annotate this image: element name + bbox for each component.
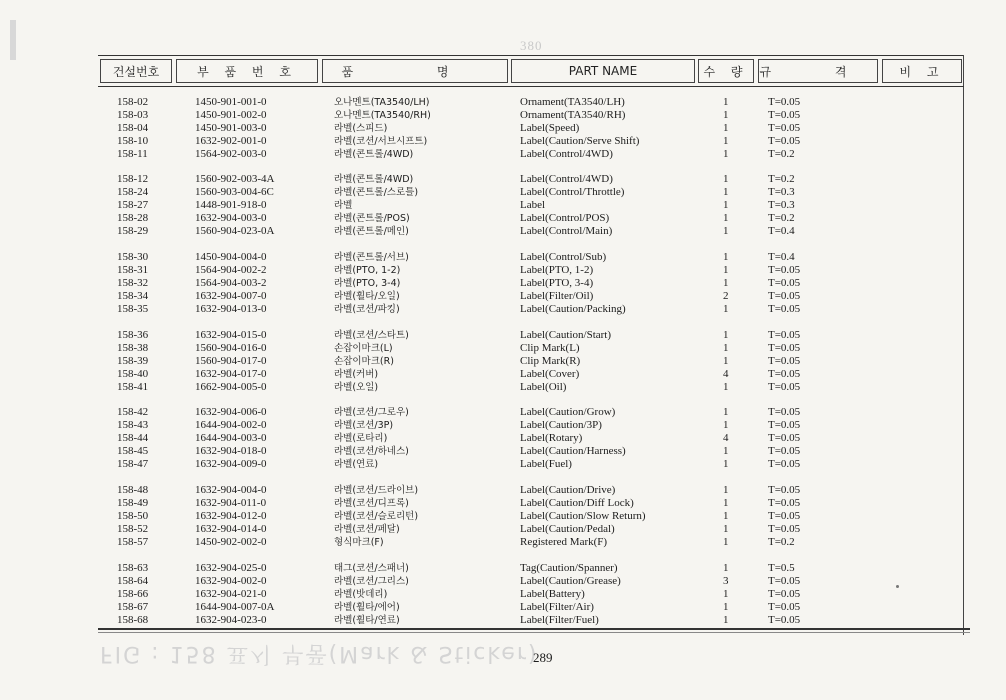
build-no-cell: 158-34 [117,290,149,302]
qty-cell: 1 [723,148,729,160]
spec-cell: T=0.05 [768,419,801,431]
part-no-cell: 1560-904-017-0 [195,355,267,367]
part-name-cell: Clip Mark(R) [520,355,581,367]
build-no-cell: 158-57 [117,536,149,548]
part-no-cell: 1632-904-014-0 [195,523,267,535]
korean-name-cell: 라벨(코션/그리스) [334,576,409,587]
header-part-no: 부 품 번 호 [176,58,318,84]
part-name-cell: Label(Caution/Drive) [520,484,616,496]
korean-name-cell: 라벨(로타리) [334,433,388,444]
spec-cell: T=0.05 [768,264,801,276]
korean-name-cell: 라벨(코션/3P) [334,420,394,431]
spec-cell: T=0.05 [768,368,801,380]
part-name-cell: Label(Control/POS) [520,212,610,224]
build-no-cell: 158-27 [117,199,149,211]
part-no-cell: 1450-902-002-0 [195,536,267,548]
part-name-cell: Label(Caution/Grow) [520,406,616,418]
qty-cell: 1 [723,225,729,237]
header-qty: 수 량 [698,58,754,84]
part-no-cell: 1632-904-013-0 [195,303,267,315]
qty-cell: 1 [723,484,729,496]
qty-cell: 1 [723,614,729,626]
qty-cell: 1 [723,406,729,418]
korean-name-cell: 라벨(코션/드라이브) [334,485,419,496]
spec-cell: T=0.2 [768,212,795,224]
part-no-cell: 1632-904-009-0 [195,458,267,470]
spec-cell: T=0.2 [768,536,795,548]
build-no-cell: 158-47 [117,458,149,470]
part-name-cell: Ornament(TA3540/RH) [520,109,626,121]
qty-cell: 1 [723,458,729,470]
build-no-cell: 158-49 [117,497,149,509]
build-no-cell: 158-24 [117,186,149,198]
header-bottom-rule [98,86,964,87]
part-no-cell: 1560-903-004-6C [195,186,274,198]
build-no-cell: 158-43 [117,419,149,431]
spec-cell: T=0.05 [768,458,801,470]
qty-cell: 1 [723,173,729,185]
qty-cell: 1 [723,122,729,134]
spec-cell: T=0.05 [768,109,801,121]
build-no-cell: 158-45 [117,445,149,457]
spec-cell: T=0.2 [768,148,795,160]
korean-name-cell: 라벨(밧데리) [334,589,388,600]
spec-cell: T=0.05 [768,614,801,626]
korean-name-cell: 라벨(콘트롤/4WD) [334,149,414,160]
spec-cell: T=0.05 [768,96,801,108]
part-name-cell: Label(Caution/Slow Return) [520,510,646,522]
build-no-cell: 158-44 [117,432,149,444]
build-no-cell: 158-67 [117,601,149,613]
korean-name-cell: 라벨(코션/슬로리턴) [334,511,419,522]
build-no-cell: 158-42 [117,406,149,418]
korean-name-cell: 라벨(코션/스타트) [334,330,409,341]
build-no-cell: 158-41 [117,381,149,393]
part-no-cell: 1632-904-025-0 [195,562,267,574]
spec-cell: T=0.05 [768,342,801,354]
part-no-cell: 1662-904-005-0 [195,381,267,393]
qty-cell: 4 [723,368,729,380]
spec-cell: T=0.05 [768,329,801,341]
qty-cell: 1 [723,199,729,211]
part-no-cell: 1450-901-002-0 [195,109,267,121]
qty-cell: 1 [723,445,729,457]
qty-cell: 1 [723,510,729,522]
build-no-cell: 158-50 [117,510,149,522]
qty-cell: 1 [723,536,729,548]
spec-cell: T=0.05 [768,277,801,289]
korean-name-cell: 손잡이마크(L) [334,343,393,354]
korean-name-cell: 라벨(콘트롤/스로틀) [334,187,419,198]
korean-name-cell: 라벨(코션/파킹) [334,304,400,315]
qty-cell: 1 [723,186,729,198]
spec-cell: T=0.05 [768,484,801,496]
part-name-cell: Label(PTO, 1-2) [520,264,594,276]
page-number: 289 [533,650,553,665]
part-name-cell: Label(Cover) [520,368,580,380]
qty-cell: 1 [723,277,729,289]
korean-name-cell: 오나멘트(TA3540/RH) [334,110,431,121]
part-no-cell: 1632-904-002-0 [195,575,267,587]
part-name-cell: Label(Filter/Fuel) [520,614,599,626]
spec-cell: T=0.05 [768,588,801,600]
qty-cell: 4 [723,432,729,444]
part-no-cell: 1560-902-003-4A [195,173,275,185]
part-name-cell: Label(Battery) [520,588,585,600]
korean-name-cell: 라벨 [334,200,353,211]
part-name-cell: Label(Filter/Oil) [520,290,594,302]
part-name-cell: Label(Caution/Pedal) [520,523,615,535]
qty-cell: 1 [723,562,729,574]
part-no-cell: 1644-904-002-0 [195,419,267,431]
spec-cell: T=0.2 [768,173,795,185]
spec-cell: T=0.05 [768,575,801,587]
part-no-cell: 1632-904-011-0 [195,497,267,509]
korean-name-cell: 손잡이마크(R) [334,356,394,367]
spec-cell: T=0.05 [768,406,801,418]
qty-cell: 1 [723,135,729,147]
part-name-cell: Label(Caution/3P) [520,419,602,431]
qty-cell: 1 [723,601,729,613]
korean-name-cell: 라벨(휠타/오일) [334,291,400,302]
part-no-cell: 1632-904-021-0 [195,588,267,600]
korean-name-cell: 라벨(코션/서브시프트) [334,136,428,147]
qty-cell: 1 [723,523,729,535]
spec-cell: T=0.05 [768,355,801,367]
part-no-cell: 1448-901-918-0 [195,199,267,211]
header-remark: 비 고 [882,58,962,84]
build-no-cell: 158-39 [117,355,149,367]
part-no-cell: 1632-904-003-0 [195,212,267,224]
spec-cell: T=0.05 [768,601,801,613]
korean-name-cell: 라벨(연료) [334,459,379,470]
build-no-cell: 158-31 [117,264,149,276]
table-top-border [98,55,964,56]
bleed-through-figure-caption: FIG : 158 표시 부품(Mark & Sticker) [100,641,539,666]
korean-name-cell: 라벨(커버) [334,369,379,380]
part-no-cell: 1560-904-023-0A [195,225,275,237]
part-name-cell: Label(Speed) [520,122,580,134]
korean-name-cell: 라벨(코션/하네스) [334,446,409,457]
qty-cell: 3 [723,575,729,587]
build-no-cell: 158-04 [117,122,149,134]
part-name-cell: Label(Oil) [520,381,567,393]
part-name-cell: Label(PTO, 3-4) [520,277,594,289]
part-no-cell: 1632-904-006-0 [195,406,267,418]
build-no-cell: 158-66 [117,588,149,600]
build-no-cell: 158-36 [117,329,149,341]
build-no-cell: 158-68 [117,614,149,626]
spec-cell: T=0.4 [768,251,795,263]
korean-name-cell: 라벨(콘트롤/POS) [334,213,410,224]
part-name-cell: Label(Fuel) [520,458,572,470]
qty-cell: 1 [723,96,729,108]
spec-cell: T=0.3 [768,186,795,198]
part-no-cell: 1450-901-001-0 [195,96,267,108]
korean-name-cell: 태그(코션/스패너) [334,563,409,574]
qty-cell: 1 [723,109,729,121]
korean-name-cell: 라벨(콘트롤/메인) [334,226,409,237]
korean-name-cell: 오나멘트(TA3540/LH) [334,97,430,108]
qty-cell: 1 [723,381,729,393]
part-no-cell: 1632-904-017-0 [195,368,267,380]
spec-cell: T=0.05 [768,523,801,535]
part-name-cell: Label(Caution/Harness) [520,445,626,457]
part-no-cell: 1564-904-003-2 [195,277,267,289]
spec-cell: T=0.05 [768,432,801,444]
korean-name-cell: 라벨(코션/디프록) [334,498,409,509]
korean-name-cell: 라벨(휠타/연료) [334,615,400,626]
part-no-cell: 1644-904-003-0 [195,432,267,444]
header-part-name: PART NAME [511,58,695,84]
qty-cell: 1 [723,212,729,224]
part-name-cell: Registered Mark(F) [520,536,608,548]
part-no-cell: 1632-904-015-0 [195,329,267,341]
build-no-cell: 158-63 [117,562,149,574]
qty-cell: 1 [723,329,729,341]
part-name-cell: Label(Caution/Start) [520,329,612,341]
part-name-cell: Label(Control/4WD) [520,148,613,160]
part-name-cell: Label(Caution/Packing) [520,303,626,315]
part-name-cell: Label(Control/Sub) [520,251,607,263]
korean-name-cell: 라벨(콘트롤/서브) [334,252,409,263]
spec-cell: T=0.05 [768,510,801,522]
korean-name-cell: 라벨(오일) [334,382,379,393]
qty-cell: 2 [723,290,729,302]
build-no-cell: 158-02 [117,96,149,108]
table-bottom-border [98,628,970,630]
part-name-cell: Tag(Caution/Spanner) [520,562,618,574]
qty-cell: 1 [723,264,729,276]
part-no-cell: 1450-901-003-0 [195,122,267,134]
part-name-cell: Label(Rotary) [520,432,583,444]
part-no-cell: 1632-904-007-0 [195,290,267,302]
korean-name-cell: 라벨(코션/페달) [334,524,400,535]
build-no-cell: 158-32 [117,277,149,289]
header-build-no: 건설번호 [100,58,172,84]
qty-cell: 1 [723,419,729,431]
build-no-cell: 158-64 [117,575,149,587]
part-no-cell: 1564-902-003-0 [195,148,267,160]
qty-cell: 1 [723,497,729,509]
build-no-cell: 158-03 [117,109,149,121]
scan-edge-mark [10,20,16,60]
part-no-cell: 1632-904-004-0 [195,484,267,496]
spec-cell: T=0.05 [768,135,801,147]
spec-cell: T=0.05 [768,290,801,302]
part-name-cell: Label(Control/Throttle) [520,186,625,198]
spec-cell: T=0.05 [768,381,801,393]
part-no-cell: 1632-904-023-0 [195,614,267,626]
spec-cell: T=0.3 [768,199,795,211]
build-no-cell: 158-12 [117,173,149,185]
header-spec: 규 격 [758,58,878,84]
part-no-cell: 1632-902-001-0 [195,135,267,147]
korean-name-cell: 라벨(휠타/에어) [334,602,400,613]
part-name-cell: Label(Caution/Diff Lock) [520,497,634,509]
table-bottom-border-inner [98,632,970,633]
part-name-cell: Label [520,199,546,211]
part-name-cell: Label(Caution/Grease) [520,575,621,587]
header-item-name: 품 명 [322,58,508,84]
part-name-cell: Label(Filter/Air) [520,601,594,613]
spec-cell: T=0.5 [768,562,795,574]
part-name-cell: Label(Control/4WD) [520,173,613,185]
korean-name-cell: 라벨(콘트롤/4WD) [334,174,414,185]
part-no-cell: 1632-904-018-0 [195,445,267,457]
qty-cell: 1 [723,342,729,354]
part-name-cell: Ornament(TA3540/LH) [520,96,625,108]
build-no-cell: 158-11 [117,148,148,160]
spec-cell: T=0.05 [768,445,801,457]
part-no-cell: 1450-904-004-0 [195,251,267,263]
part-no-cell: 1644-904-007-0A [195,601,275,613]
spec-cell: T=0.05 [768,122,801,134]
part-name-cell: Label(Caution/Serve Shift) [520,135,640,147]
part-no-cell: 1560-904-016-0 [195,342,267,354]
korean-name-cell: 라벨(PTO, 3-4) [334,278,401,289]
scan-speck [896,585,899,588]
korean-name-cell: 라벨(스피드) [334,123,388,134]
build-no-cell: 158-29 [117,225,149,237]
qty-cell: 1 [723,588,729,600]
qty-cell: 1 [723,251,729,263]
korean-name-cell: 라벨(코션/그로우) [334,407,409,418]
qty-cell: 1 [723,355,729,367]
build-no-cell: 158-35 [117,303,149,315]
spec-cell: T=0.05 [768,497,801,509]
spec-cell: T=0.4 [768,225,795,237]
korean-name-cell: 라벨(PTO, 1-2) [334,265,401,276]
build-no-cell: 158-28 [117,212,149,224]
build-no-cell: 158-48 [117,484,149,496]
part-no-cell: 1564-904-002-2 [195,264,267,276]
part-name-cell: Clip Mark(L) [520,342,580,354]
bleed-through-page-number: 380 [520,38,543,53]
build-no-cell: 158-40 [117,368,149,380]
part-name-cell: Label(Control/Main) [520,225,613,237]
build-no-cell: 158-10 [117,135,149,147]
build-no-cell: 158-52 [117,523,149,535]
build-no-cell: 158-38 [117,342,149,354]
korean-name-cell: 형식마크(F) [334,537,384,548]
build-no-cell: 158-30 [117,251,149,263]
spec-cell: T=0.05 [768,303,801,315]
qty-cell: 1 [723,303,729,315]
table-right-border [963,55,964,635]
part-no-cell: 1632-904-012-0 [195,510,267,522]
